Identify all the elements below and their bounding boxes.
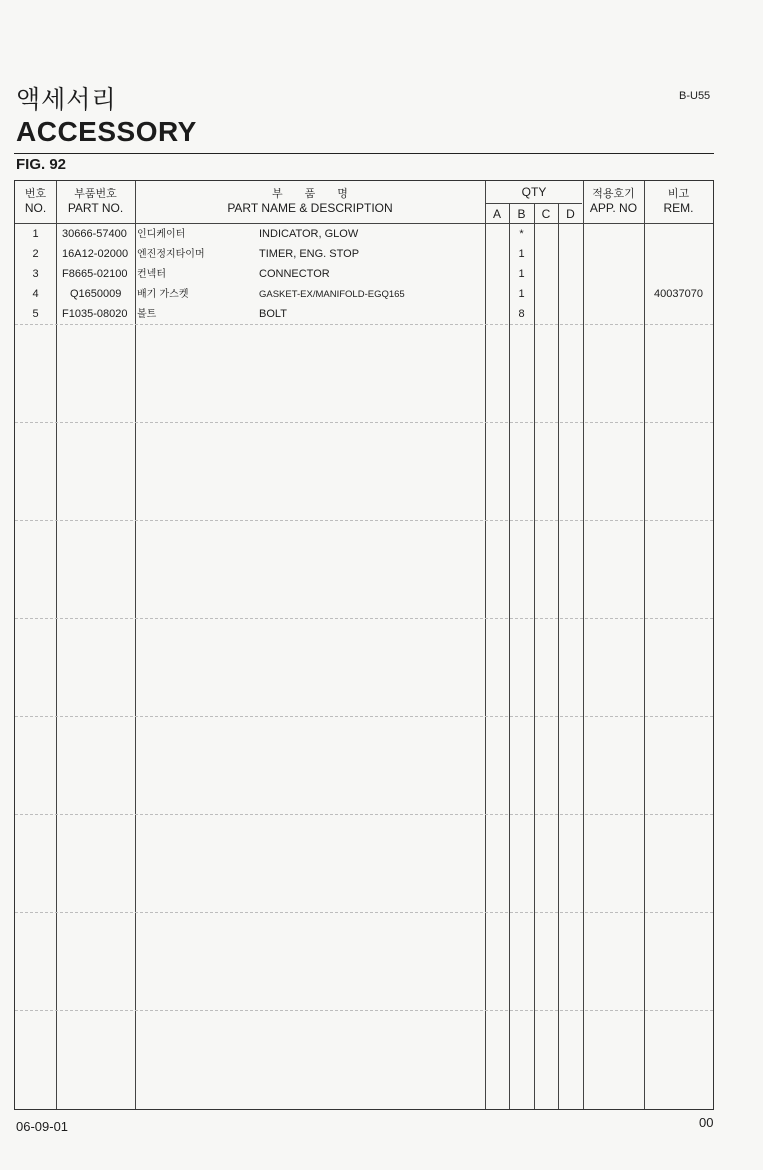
row-qty-b: 1: [518, 268, 525, 280]
row-name-korean: 배기 가스켓: [137, 289, 189, 300]
row-band-line: [15, 618, 713, 619]
page-number: 00: [699, 1115, 714, 1130]
row-name-korean: 볼트: [137, 309, 157, 320]
row-description: INDICATOR, GLOW: [259, 228, 359, 240]
header-divider: [14, 153, 714, 154]
row-band-line: [15, 912, 713, 913]
row-qty-b: *: [519, 228, 524, 240]
figure-label: FIG. 92: [16, 156, 67, 173]
parts-table: [14, 180, 714, 1110]
row-band-line: [15, 324, 713, 325]
footer-date: 06-09-01: [16, 1119, 69, 1134]
row-qty-b: 1: [518, 288, 525, 300]
page-title: ACCESSORY: [16, 116, 197, 147]
header-bottom-line: [15, 223, 713, 224]
row-description: BOLT: [259, 308, 287, 320]
col-header-app-no: 적용호기 APP. NO: [589, 187, 638, 215]
column-divider: [558, 203, 559, 1109]
row-part-no: 16A12-02000: [62, 248, 129, 260]
column-divider: [509, 203, 510, 1109]
column-divider: [485, 181, 486, 1109]
row-band-line: [15, 422, 713, 423]
row-qty-b: 1: [518, 248, 525, 260]
column-divider: [534, 203, 535, 1109]
row-no: 4: [32, 288, 39, 300]
col-header-qty-c: C: [541, 207, 551, 221]
row-band-line: [15, 1010, 713, 1011]
row-band-line: [15, 814, 713, 815]
col-header-no: 번호 NO.: [24, 187, 47, 215]
row-description: TIMER, ENG. STOP: [259, 248, 360, 260]
row-part-no: F8665-02100: [62, 268, 128, 280]
qty-split-line: [485, 203, 582, 204]
row-description: CONNECTOR: [259, 268, 330, 280]
row-part-no: F1035-08020: [62, 308, 128, 320]
col-header-qty-d: D: [566, 207, 575, 221]
row-part-no: Q1650009: [70, 288, 122, 300]
row-no: 3: [32, 268, 39, 280]
model-code: B-U55: [679, 90, 711, 102]
row-qty-b: 8: [518, 308, 525, 320]
page-title-korean: 액세서리: [16, 85, 117, 114]
row-no: 2: [32, 248, 39, 260]
col-header-remarks: 비고 REM.: [663, 187, 694, 215]
column-divider: [56, 181, 57, 1109]
row-no: 1: [32, 228, 39, 240]
row-part-no: 30666-57400: [62, 228, 127, 240]
row-name-korean: 인디케이터: [137, 229, 186, 240]
row-name-korean: 엔진정지타이머: [137, 249, 205, 260]
column-divider: [644, 181, 645, 1109]
column-divider: [583, 181, 584, 1109]
col-header-part-no: 부품번호 PART NO.: [67, 187, 124, 215]
row-no: 5: [32, 308, 39, 320]
col-header-qty: QTY: [521, 185, 547, 199]
col-header-qty-b: B: [517, 207, 526, 221]
row-description: GASKET-EX/MANIFOLD-EGQ165: [259, 289, 405, 300]
column-divider: [135, 181, 136, 1109]
row-remark: 40037070: [654, 288, 703, 300]
col-header-qty-a: A: [492, 207, 501, 221]
row-band-line: [15, 716, 713, 717]
row-name-korean: 컨넥터: [137, 269, 166, 280]
col-header-part-name: 부 품 명 PART NAME & DESCRIPTION: [227, 187, 393, 215]
row-band-line: [15, 520, 713, 521]
